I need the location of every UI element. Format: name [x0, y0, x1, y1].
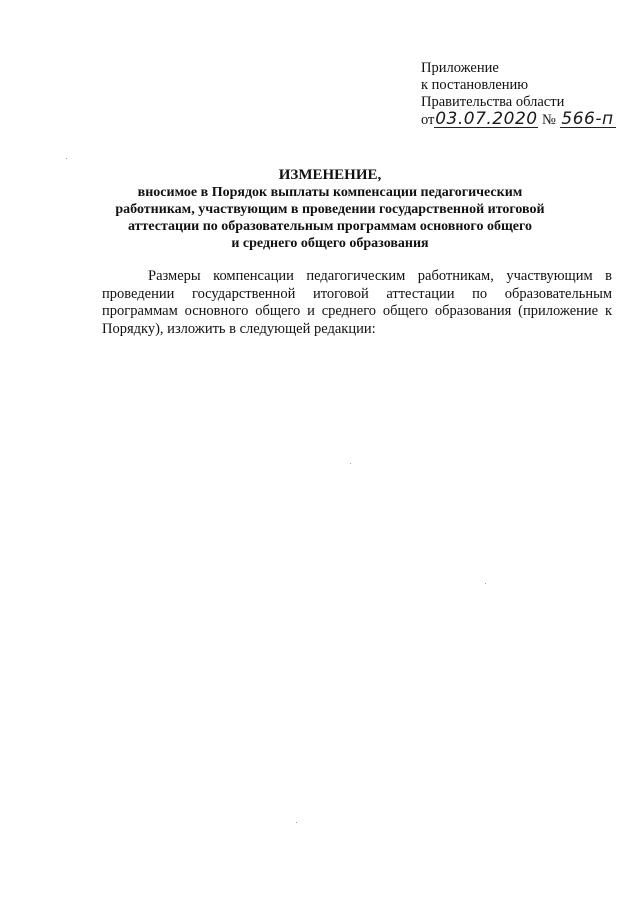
- title-line-2: работникам, участвующим в проведении государственной итоговой: [115, 202, 545, 217]
- title-line-1: вносимое в Порядок выплаты компенсации педагогическим: [137, 185, 523, 200]
- handwritten-number: 566-п: [561, 109, 614, 129]
- appendix-label: Приложение: [421, 60, 499, 76]
- appendix-to-resolution: к постановлению: [421, 77, 529, 93]
- body-paragraph: Размеры компенсации педагогическим работникам, участвующим в проведении государственной итоговой аттестации по образовательным программам основного общего и среднего общего образования (приложение к Порядку), изложить в следующей редакции:: [102, 268, 612, 337]
- number-label: №: [542, 112, 556, 128]
- appendix-government: Правительства области: [421, 94, 565, 110]
- document-title: [100, 167, 560, 252]
- title-line-4: и среднего общего образования: [231, 236, 429, 251]
- title-heading: ИЗМЕНЕНИЕ,: [278, 167, 382, 183]
- from-label: от: [421, 112, 435, 128]
- scan-speck: [485, 583, 486, 584]
- handwritten-date: 03.07.2020: [435, 109, 538, 129]
- scan-speck: [66, 158, 67, 159]
- appendix-header: [421, 60, 616, 129]
- title-line-3: аттестации по образовательным программам основного общего: [128, 219, 532, 234]
- appendix-date-line: [421, 111, 616, 129]
- scan-speck: [350, 463, 351, 464]
- scan-speck: [296, 822, 297, 823]
